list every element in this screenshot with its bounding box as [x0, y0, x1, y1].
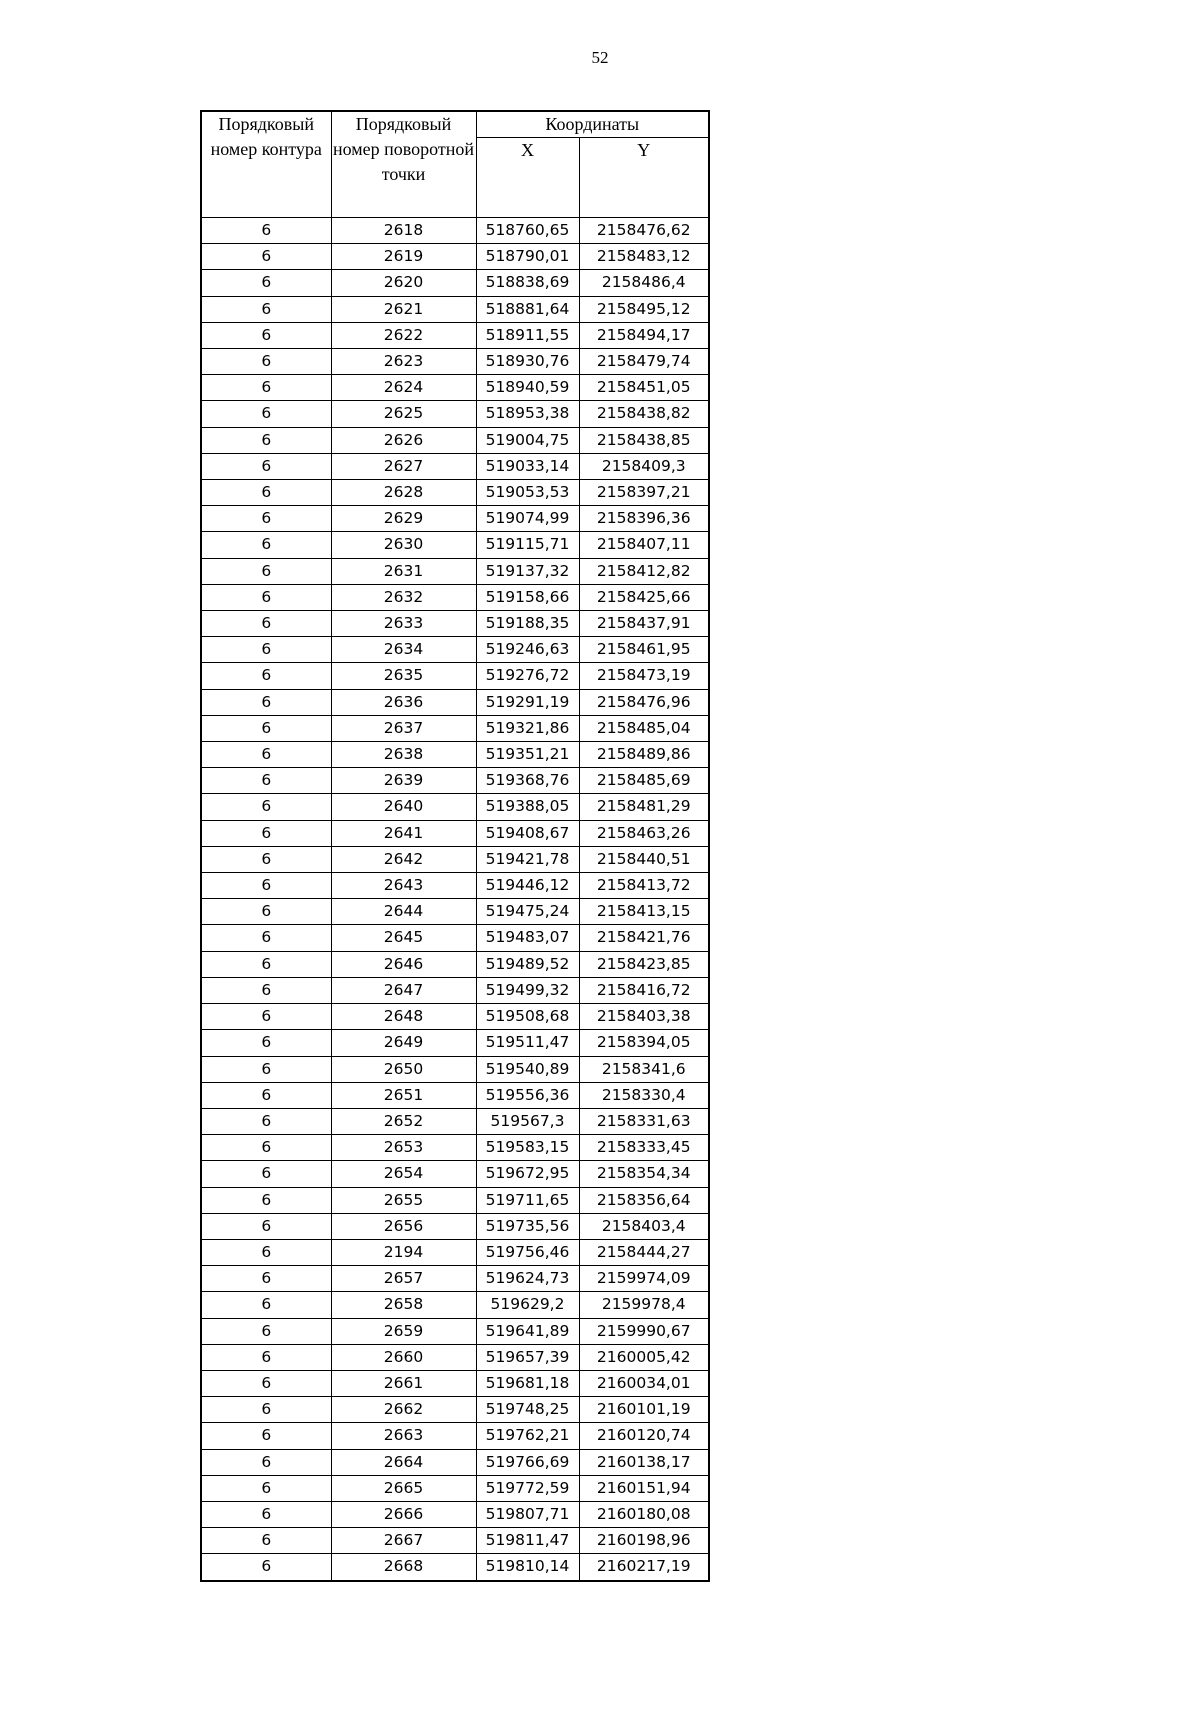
table-row — [201, 1449, 709, 1475]
x-coordinate-cell: 518911,55 — [476, 322, 579, 348]
contour-number-cell: 6 — [201, 820, 331, 846]
table-row — [201, 427, 709, 453]
point-number-cell: 2623 — [331, 349, 476, 375]
y-coordinate-cell: 2158407,11 — [579, 532, 709, 558]
y-coordinate-cell: 2160217,19 — [579, 1554, 709, 1581]
point-number-cell: 2646 — [331, 951, 476, 977]
y-coordinate-cell: 2158479,74 — [579, 349, 709, 375]
x-coordinate-cell: 519567,3 — [476, 1108, 579, 1134]
point-number-cell: 2660 — [331, 1344, 476, 1370]
table-row — [201, 846, 709, 872]
contour-number-cell: 6 — [201, 1528, 331, 1554]
x-coordinate-cell: 519811,47 — [476, 1528, 579, 1554]
x-coordinate-cell: 519446,12 — [476, 873, 579, 899]
y-coordinate-cell: 2158473,19 — [579, 663, 709, 689]
y-coordinate-cell: 2158438,82 — [579, 401, 709, 427]
contour-number-cell: 6 — [201, 532, 331, 558]
y-coordinate-cell: 2158394,05 — [579, 1030, 709, 1056]
contour-number-cell: 6 — [201, 689, 331, 715]
table-row — [201, 1135, 709, 1161]
y-coordinate-cell: 2158483,12 — [579, 244, 709, 270]
point-number-cell: 2632 — [331, 584, 476, 610]
y-coordinate-cell: 2159974,09 — [579, 1266, 709, 1292]
contour-number-cell: 6 — [201, 715, 331, 741]
y-coordinate-cell: 2158451,05 — [579, 375, 709, 401]
y-coordinate-cell: 2158494,17 — [579, 322, 709, 348]
point-number-cell: 2668 — [331, 1554, 476, 1581]
contour-number-cell: 6 — [201, 873, 331, 899]
x-coordinate-cell: 518953,38 — [476, 401, 579, 427]
point-number-cell: 2647 — [331, 977, 476, 1003]
y-coordinate-cell: 2158421,76 — [579, 925, 709, 951]
point-number-cell: 2652 — [331, 1108, 476, 1134]
contour-number-cell: 6 — [201, 1501, 331, 1527]
contour-number-cell: 6 — [201, 1370, 331, 1396]
x-coordinate-cell: 519624,73 — [476, 1266, 579, 1292]
contour-number-cell: 6 — [201, 1239, 331, 1265]
y-coordinate-cell: 2158397,21 — [579, 480, 709, 506]
y-coordinate-cell: 2158413,15 — [579, 899, 709, 925]
point-number-cell: 2638 — [331, 742, 476, 768]
contour-number-cell: 6 — [201, 218, 331, 244]
point-number-cell: 2654 — [331, 1161, 476, 1187]
x-coordinate-cell: 519421,78 — [476, 846, 579, 872]
table-body — [201, 218, 709, 1581]
table-row — [201, 401, 709, 427]
contour-number-cell: 6 — [201, 951, 331, 977]
contour-number-cell: 6 — [201, 1449, 331, 1475]
table-row — [201, 1187, 709, 1213]
table-row — [201, 715, 709, 741]
contour-number-cell: 6 — [201, 1030, 331, 1056]
table-row — [201, 1161, 709, 1187]
table-row — [201, 1082, 709, 1108]
table-row — [201, 506, 709, 532]
contour-number-cell: 6 — [201, 1108, 331, 1134]
x-coordinate-cell: 519556,36 — [476, 1082, 579, 1108]
point-number-cell: 2644 — [331, 899, 476, 925]
table-row — [201, 742, 709, 768]
y-coordinate-cell: 2158437,91 — [579, 611, 709, 637]
x-coordinate-cell: 519489,52 — [476, 951, 579, 977]
x-coordinate-cell: 519499,32 — [476, 977, 579, 1003]
y-coordinate-cell: 2158489,86 — [579, 742, 709, 768]
x-coordinate-cell: 518790,01 — [476, 244, 579, 270]
y-coordinate-cell: 2158476,96 — [579, 689, 709, 715]
table-row — [201, 925, 709, 951]
y-coordinate-cell: 2158396,36 — [579, 506, 709, 532]
y-coordinate-cell: 2160120,74 — [579, 1423, 709, 1449]
point-number-cell: 2629 — [331, 506, 476, 532]
table-row — [201, 270, 709, 296]
contour-number-cell: 6 — [201, 637, 331, 663]
table-row — [201, 1554, 709, 1581]
x-coordinate-cell: 519276,72 — [476, 663, 579, 689]
x-coordinate-cell: 519766,69 — [476, 1449, 579, 1475]
contour-number-cell: 6 — [201, 977, 331, 1003]
point-number-cell: 2621 — [331, 296, 476, 322]
point-number-cell: 2648 — [331, 1004, 476, 1030]
point-number-cell: 2661 — [331, 1370, 476, 1396]
table-row — [201, 558, 709, 584]
point-number-cell: 2639 — [331, 768, 476, 794]
table-row — [201, 584, 709, 610]
contour-number-cell: 6 — [201, 584, 331, 610]
y-coordinate-cell: 2160034,01 — [579, 1370, 709, 1396]
x-coordinate-cell: 518881,64 — [476, 296, 579, 322]
table-header — [201, 111, 709, 218]
point-number-cell: 2649 — [331, 1030, 476, 1056]
x-coordinate-cell: 518930,76 — [476, 349, 579, 375]
table-row — [201, 1370, 709, 1396]
coordinates-table — [200, 110, 710, 1582]
point-number-cell: 2666 — [331, 1501, 476, 1527]
y-coordinate-cell: 2158495,12 — [579, 296, 709, 322]
point-number-cell: 2618 — [331, 218, 476, 244]
table-row — [201, 1528, 709, 1554]
y-coordinate-cell: 2158412,82 — [579, 558, 709, 584]
x-coordinate-cell: 519483,07 — [476, 925, 579, 951]
header-y: Y — [579, 138, 709, 218]
point-number-cell: 2625 — [331, 401, 476, 427]
table-row — [201, 244, 709, 270]
x-coordinate-cell: 519807,71 — [476, 1501, 579, 1527]
x-coordinate-cell: 519540,89 — [476, 1056, 579, 1082]
y-coordinate-cell: 2158330,4 — [579, 1082, 709, 1108]
table-row — [201, 951, 709, 977]
contour-number-cell: 6 — [201, 1344, 331, 1370]
point-number-cell: 2641 — [331, 820, 476, 846]
x-coordinate-cell: 519629,2 — [476, 1292, 579, 1318]
table-row — [201, 820, 709, 846]
y-coordinate-cell: 2158341,6 — [579, 1056, 709, 1082]
x-coordinate-cell: 519158,66 — [476, 584, 579, 610]
contour-number-cell: 6 — [201, 1475, 331, 1501]
y-coordinate-cell: 2158413,72 — [579, 873, 709, 899]
table-row — [201, 1056, 709, 1082]
point-number-cell: 2628 — [331, 480, 476, 506]
table-row — [201, 1292, 709, 1318]
table-row — [201, 1475, 709, 1501]
header-x: X — [476, 138, 579, 218]
y-coordinate-cell: 2158425,66 — [579, 584, 709, 610]
point-number-cell: 2664 — [331, 1449, 476, 1475]
contour-number-cell: 6 — [201, 1056, 331, 1082]
y-coordinate-cell: 2158444,27 — [579, 1239, 709, 1265]
point-number-cell: 2663 — [331, 1423, 476, 1449]
x-coordinate-cell: 519641,89 — [476, 1318, 579, 1344]
point-number-cell: 2656 — [331, 1213, 476, 1239]
x-coordinate-cell: 519074,99 — [476, 506, 579, 532]
table-row — [201, 611, 709, 637]
y-coordinate-cell: 2160151,94 — [579, 1475, 709, 1501]
point-number-cell: 2635 — [331, 663, 476, 689]
contour-number-cell: 6 — [201, 1292, 331, 1318]
point-number-cell: 2659 — [331, 1318, 476, 1344]
x-coordinate-cell: 519004,75 — [476, 427, 579, 453]
contour-number-cell: 6 — [201, 558, 331, 584]
table-row — [201, 689, 709, 715]
x-coordinate-cell: 519368,76 — [476, 768, 579, 794]
x-coordinate-cell: 519711,65 — [476, 1187, 579, 1213]
contour-number-cell: 6 — [201, 349, 331, 375]
table-row — [201, 663, 709, 689]
point-number-cell: 2634 — [331, 637, 476, 663]
x-coordinate-cell: 519735,56 — [476, 1213, 579, 1239]
table-row — [201, 873, 709, 899]
y-coordinate-cell: 2159978,4 — [579, 1292, 709, 1318]
x-coordinate-cell: 519681,18 — [476, 1370, 579, 1396]
x-coordinate-cell: 519321,86 — [476, 715, 579, 741]
table-row — [201, 1108, 709, 1134]
y-coordinate-cell: 2158416,72 — [579, 977, 709, 1003]
contour-number-cell: 6 — [201, 925, 331, 951]
x-coordinate-cell: 519772,59 — [476, 1475, 579, 1501]
contour-number-cell: 6 — [201, 453, 331, 479]
x-coordinate-cell: 519748,25 — [476, 1397, 579, 1423]
x-coordinate-cell: 519810,14 — [476, 1554, 579, 1581]
point-number-cell: 2633 — [331, 611, 476, 637]
x-coordinate-cell: 519291,19 — [476, 689, 579, 715]
table-row — [201, 1266, 709, 1292]
point-number-cell: 2624 — [331, 375, 476, 401]
contour-number-cell: 6 — [201, 1187, 331, 1213]
point-number-cell: 2653 — [331, 1135, 476, 1161]
y-coordinate-cell: 2158354,34 — [579, 1161, 709, 1187]
contour-number-cell: 6 — [201, 794, 331, 820]
y-coordinate-cell: 2160101,19 — [579, 1397, 709, 1423]
page-number: 52 — [591, 48, 609, 67]
table-row — [201, 1501, 709, 1527]
contour-number-cell: 6 — [201, 1213, 331, 1239]
contour-number-cell: 6 — [201, 375, 331, 401]
point-number-cell: 2650 — [331, 1056, 476, 1082]
contour-number-cell: 6 — [201, 1423, 331, 1449]
contour-number-cell: 6 — [201, 296, 331, 322]
contour-number-cell: 6 — [201, 480, 331, 506]
y-coordinate-cell: 2160005,42 — [579, 1344, 709, 1370]
table-row — [201, 1213, 709, 1239]
point-number-cell: 2622 — [331, 322, 476, 348]
table-row — [201, 637, 709, 663]
point-number-cell: 2645 — [331, 925, 476, 951]
x-coordinate-cell: 519351,21 — [476, 742, 579, 768]
point-number-cell: 2655 — [331, 1187, 476, 1213]
y-coordinate-cell: 2158463,26 — [579, 820, 709, 846]
table-row — [201, 899, 709, 925]
point-number-cell: 2619 — [331, 244, 476, 270]
point-number-cell: 2636 — [331, 689, 476, 715]
x-coordinate-cell: 519672,95 — [476, 1161, 579, 1187]
table-row — [201, 1004, 709, 1030]
contour-number-cell: 6 — [201, 401, 331, 427]
x-coordinate-cell: 518838,69 — [476, 270, 579, 296]
x-coordinate-cell: 519246,63 — [476, 637, 579, 663]
table-row — [201, 768, 709, 794]
table-row — [201, 218, 709, 244]
point-number-cell: 2640 — [331, 794, 476, 820]
y-coordinate-cell: 2158409,3 — [579, 453, 709, 479]
point-number-cell: 2658 — [331, 1292, 476, 1318]
table-row — [201, 1318, 709, 1344]
y-coordinate-cell: 2159990,67 — [579, 1318, 709, 1344]
point-number-cell: 2627 — [331, 453, 476, 479]
x-coordinate-cell: 518760,65 — [476, 218, 579, 244]
contour-number-cell: 6 — [201, 244, 331, 270]
contour-number-cell: 6 — [201, 506, 331, 532]
table-row — [201, 977, 709, 1003]
table-row — [201, 480, 709, 506]
table-row — [201, 1397, 709, 1423]
point-number-cell: 2637 — [331, 715, 476, 741]
table-row — [201, 1423, 709, 1449]
table-row — [201, 1030, 709, 1056]
point-number-cell: 2630 — [331, 532, 476, 558]
y-coordinate-cell: 2158403,38 — [579, 1004, 709, 1030]
point-number-cell: 2657 — [331, 1266, 476, 1292]
point-number-cell: 2667 — [331, 1528, 476, 1554]
x-coordinate-cell: 519475,24 — [476, 899, 579, 925]
contour-number-cell: 6 — [201, 846, 331, 872]
x-coordinate-cell: 519388,05 — [476, 794, 579, 820]
contour-number-cell: 6 — [201, 1266, 331, 1292]
y-coordinate-cell: 2158485,69 — [579, 768, 709, 794]
header-point-number: Порядковый номер поворотной точки — [331, 111, 476, 218]
y-coordinate-cell: 2158461,95 — [579, 637, 709, 663]
y-coordinate-cell: 2158423,85 — [579, 951, 709, 977]
contour-number-cell: 6 — [201, 611, 331, 637]
y-coordinate-cell: 2160180,08 — [579, 1501, 709, 1527]
contour-number-cell: 6 — [201, 322, 331, 348]
y-coordinate-cell: 2158440,51 — [579, 846, 709, 872]
contour-number-cell: 6 — [201, 1082, 331, 1108]
y-coordinate-cell: 2158331,63 — [579, 1108, 709, 1134]
y-coordinate-cell: 2158403,4 — [579, 1213, 709, 1239]
x-coordinate-cell: 519762,21 — [476, 1423, 579, 1449]
table-row — [201, 1239, 709, 1265]
contour-number-cell: 6 — [201, 1318, 331, 1344]
y-coordinate-cell: 2158485,04 — [579, 715, 709, 741]
table-row — [201, 296, 709, 322]
y-coordinate-cell: 2158438,85 — [579, 427, 709, 453]
x-coordinate-cell: 519053,53 — [476, 480, 579, 506]
table-row — [201, 349, 709, 375]
y-coordinate-cell: 2158486,4 — [579, 270, 709, 296]
contour-number-cell: 6 — [201, 742, 331, 768]
contour-number-cell: 6 — [201, 899, 331, 925]
table-row — [201, 1344, 709, 1370]
table-row — [201, 532, 709, 558]
contour-number-cell: 6 — [201, 1161, 331, 1187]
point-number-cell: 2194 — [331, 1239, 476, 1265]
y-coordinate-cell: 2158481,29 — [579, 794, 709, 820]
x-coordinate-cell: 519508,68 — [476, 1004, 579, 1030]
table-row — [201, 794, 709, 820]
contour-number-cell: 6 — [201, 1135, 331, 1161]
x-coordinate-cell: 519583,15 — [476, 1135, 579, 1161]
contour-number-cell: 6 — [201, 1004, 331, 1030]
y-coordinate-cell: 2160138,17 — [579, 1449, 709, 1475]
x-coordinate-cell: 519408,67 — [476, 820, 579, 846]
point-number-cell: 2620 — [331, 270, 476, 296]
y-coordinate-cell: 2158476,62 — [579, 218, 709, 244]
x-coordinate-cell: 519137,32 — [476, 558, 579, 584]
x-coordinate-cell: 519115,71 — [476, 532, 579, 558]
point-number-cell: 2665 — [331, 1475, 476, 1501]
contour-number-cell: 6 — [201, 427, 331, 453]
x-coordinate-cell: 519188,35 — [476, 611, 579, 637]
table-row — [201, 322, 709, 348]
x-coordinate-cell: 519657,39 — [476, 1344, 579, 1370]
contour-number-cell: 6 — [201, 663, 331, 689]
table-row — [201, 375, 709, 401]
x-coordinate-cell: 519033,14 — [476, 453, 579, 479]
x-coordinate-cell: 519756,46 — [476, 1239, 579, 1265]
header-contour-number: Порядковый номер контура — [201, 111, 331, 218]
x-coordinate-cell: 519511,47 — [476, 1030, 579, 1056]
contour-number-cell: 6 — [201, 270, 331, 296]
point-number-cell: 2662 — [331, 1397, 476, 1423]
contour-number-cell: 6 — [201, 1397, 331, 1423]
point-number-cell: 2643 — [331, 873, 476, 899]
y-coordinate-cell: 2160198,96 — [579, 1528, 709, 1554]
contour-number-cell: 6 — [201, 1554, 331, 1581]
table-row — [201, 453, 709, 479]
point-number-cell: 2651 — [331, 1082, 476, 1108]
y-coordinate-cell: 2158356,64 — [579, 1187, 709, 1213]
y-coordinate-cell: 2158333,45 — [579, 1135, 709, 1161]
point-number-cell: 2631 — [331, 558, 476, 584]
x-coordinate-cell: 518940,59 — [476, 375, 579, 401]
header-coordinates: Координаты — [476, 111, 709, 138]
point-number-cell: 2642 — [331, 846, 476, 872]
contour-number-cell: 6 — [201, 768, 331, 794]
point-number-cell: 2626 — [331, 427, 476, 453]
